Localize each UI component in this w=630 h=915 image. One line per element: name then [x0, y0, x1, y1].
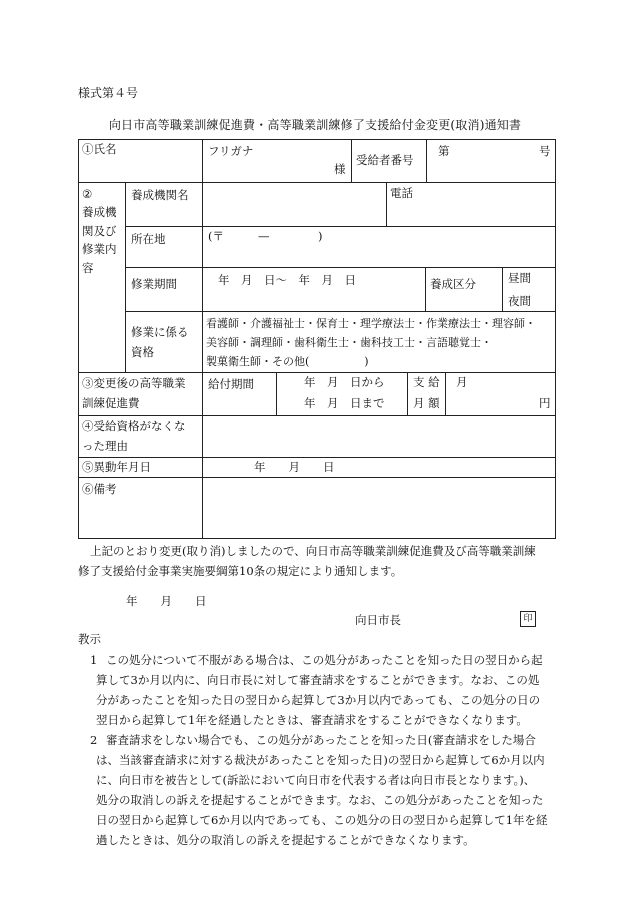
instruction-item-2-line-6: 過したときは、処分の取消しの訴えを提起することができなくなります。: [96, 833, 475, 847]
qualification-line-2: 美容師・調理師・歯科衛生士・歯科技工士・言語聴覚士・: [206, 336, 492, 349]
payment-to-date: 年 月 日まで: [304, 396, 385, 410]
qualification-line-1: 看護師・介護福祉士・保育士・理学療法士・作業療法士・理容師・: [206, 317, 536, 330]
name-label: ①氏名: [82, 142, 117, 156]
instruction-item-2-line-2: は、当該審査請求に対する裁決があったことを知った日)の翌日から起算して6か月以内: [96, 753, 545, 767]
institution-name-label: 養成機関名: [131, 188, 189, 202]
sama-label: 様: [334, 162, 346, 176]
month-label: 月: [456, 375, 468, 389]
instruction-item-1-number: 1: [90, 653, 98, 667]
daytime-option: 昼間: [508, 271, 531, 285]
document-title: 向日市高等職業訓練促進費・高等職業訓練修了支援給付金変更(取消)通知書: [108, 118, 522, 132]
instruction-item-1-line-3: 分があったことを知った日の翌日から起算して3か月以内であっても、この処分の日の: [96, 693, 541, 707]
monthly-amount-label-1: 支 給: [413, 375, 440, 389]
instruction-item-2-line-1: 審査請求をしない場合でも、この処分があったことを知った日(審査請求をした場合: [106, 733, 536, 747]
study-period-value: 年 月 日～ 年 月 日: [218, 273, 356, 287]
seal-mark: 印: [520, 611, 536, 627]
instruction-item-2-number: 2: [90, 733, 98, 747]
postal-close: ): [318, 229, 323, 243]
loss-reason-label-2: った理由: [82, 439, 128, 453]
loss-reason-label-1: ④受給資格がなくな: [82, 419, 186, 433]
course-type-label: 養成区分: [430, 277, 476, 291]
instruction-item-1-line-2: 算して3か月以内に、向日市長に対して審査請求をすることができます。なお、この処: [96, 673, 540, 687]
instruction-item-1-line-4: 翌日から起算して1年を経過したときは、審査請求をすることができなくなります。: [96, 713, 528, 727]
instruction-item-2-line-5: 日の翌日から起算して6か月以内であっても、この処分の日の翌日から起算して1年を経: [96, 813, 548, 827]
study-period-label: 修業期間: [131, 277, 177, 291]
postal-open: (〒: [208, 229, 224, 243]
recipient-number-label: 受給者番号: [356, 153, 414, 167]
instruction-item-1-line-1: この処分について不服がある場合は、この処分があったことを知った日の翌日から起: [106, 653, 543, 667]
instruction-item-2-line-4: 処分の取消しの訴えを提起することができます。なお、この処分があったことを知った: [96, 793, 544, 807]
monthly-amount-label-2: 月 額: [413, 396, 440, 410]
go-label: 号: [539, 144, 551, 158]
training-block-label-5: 容: [82, 261, 94, 275]
nighttime-option: 夜間: [508, 294, 531, 308]
changed-allowance-label-1: ③変更後の高等職業: [82, 376, 186, 390]
qualification-label-1: 修業に係る: [131, 325, 189, 339]
mayor-label: 向日市長: [355, 613, 401, 627]
furigana-label: フリガナ: [208, 144, 254, 158]
notice-date: 年 月 日: [126, 594, 207, 608]
notice-line-2: 修了支援給付金事業実施要綱第10条の規定により通知します。: [78, 564, 403, 578]
instruction-item-2-line-3: に、向日市を被告として(訴訟において向日市を代表する者は向日市長となります。)、: [96, 773, 536, 787]
qualification-line-3: 製菓衛生師・その他( ): [206, 355, 369, 368]
remarks-label: ⑥備考: [82, 482, 117, 496]
qualification-label-2: 資格: [131, 345, 154, 359]
payment-from-date: 年 月 日から: [304, 375, 385, 389]
training-block-label-3: 関及び: [82, 224, 117, 238]
change-date-label: ⑤異動年月日: [82, 460, 151, 474]
form-number: 様式第４号: [78, 86, 139, 100]
phone-label: 電話: [390, 186, 413, 200]
yen-label: 円: [539, 396, 551, 410]
notice-line-1: 上記のとおり変更(取り消)しましたので、向日市高等職業訓練促進費及び高等職業訓練: [90, 544, 536, 558]
change-date-value: 年 月 日: [254, 460, 335, 474]
postal-dash: —: [258, 229, 270, 243]
notice-form-table: [78, 139, 556, 539]
changed-allowance-label-2: 訓練促進費: [82, 396, 140, 410]
training-block-label-1: ②: [82, 187, 93, 201]
payment-period-label: 給付期間: [208, 377, 254, 391]
training-block-label-4: 修業内: [82, 242, 117, 256]
training-block-label-2: 養成機: [82, 205, 117, 219]
location-label: 所在地: [131, 232, 166, 246]
instruction-heading: 教示: [78, 632, 101, 646]
dai-label: 第: [438, 144, 450, 158]
